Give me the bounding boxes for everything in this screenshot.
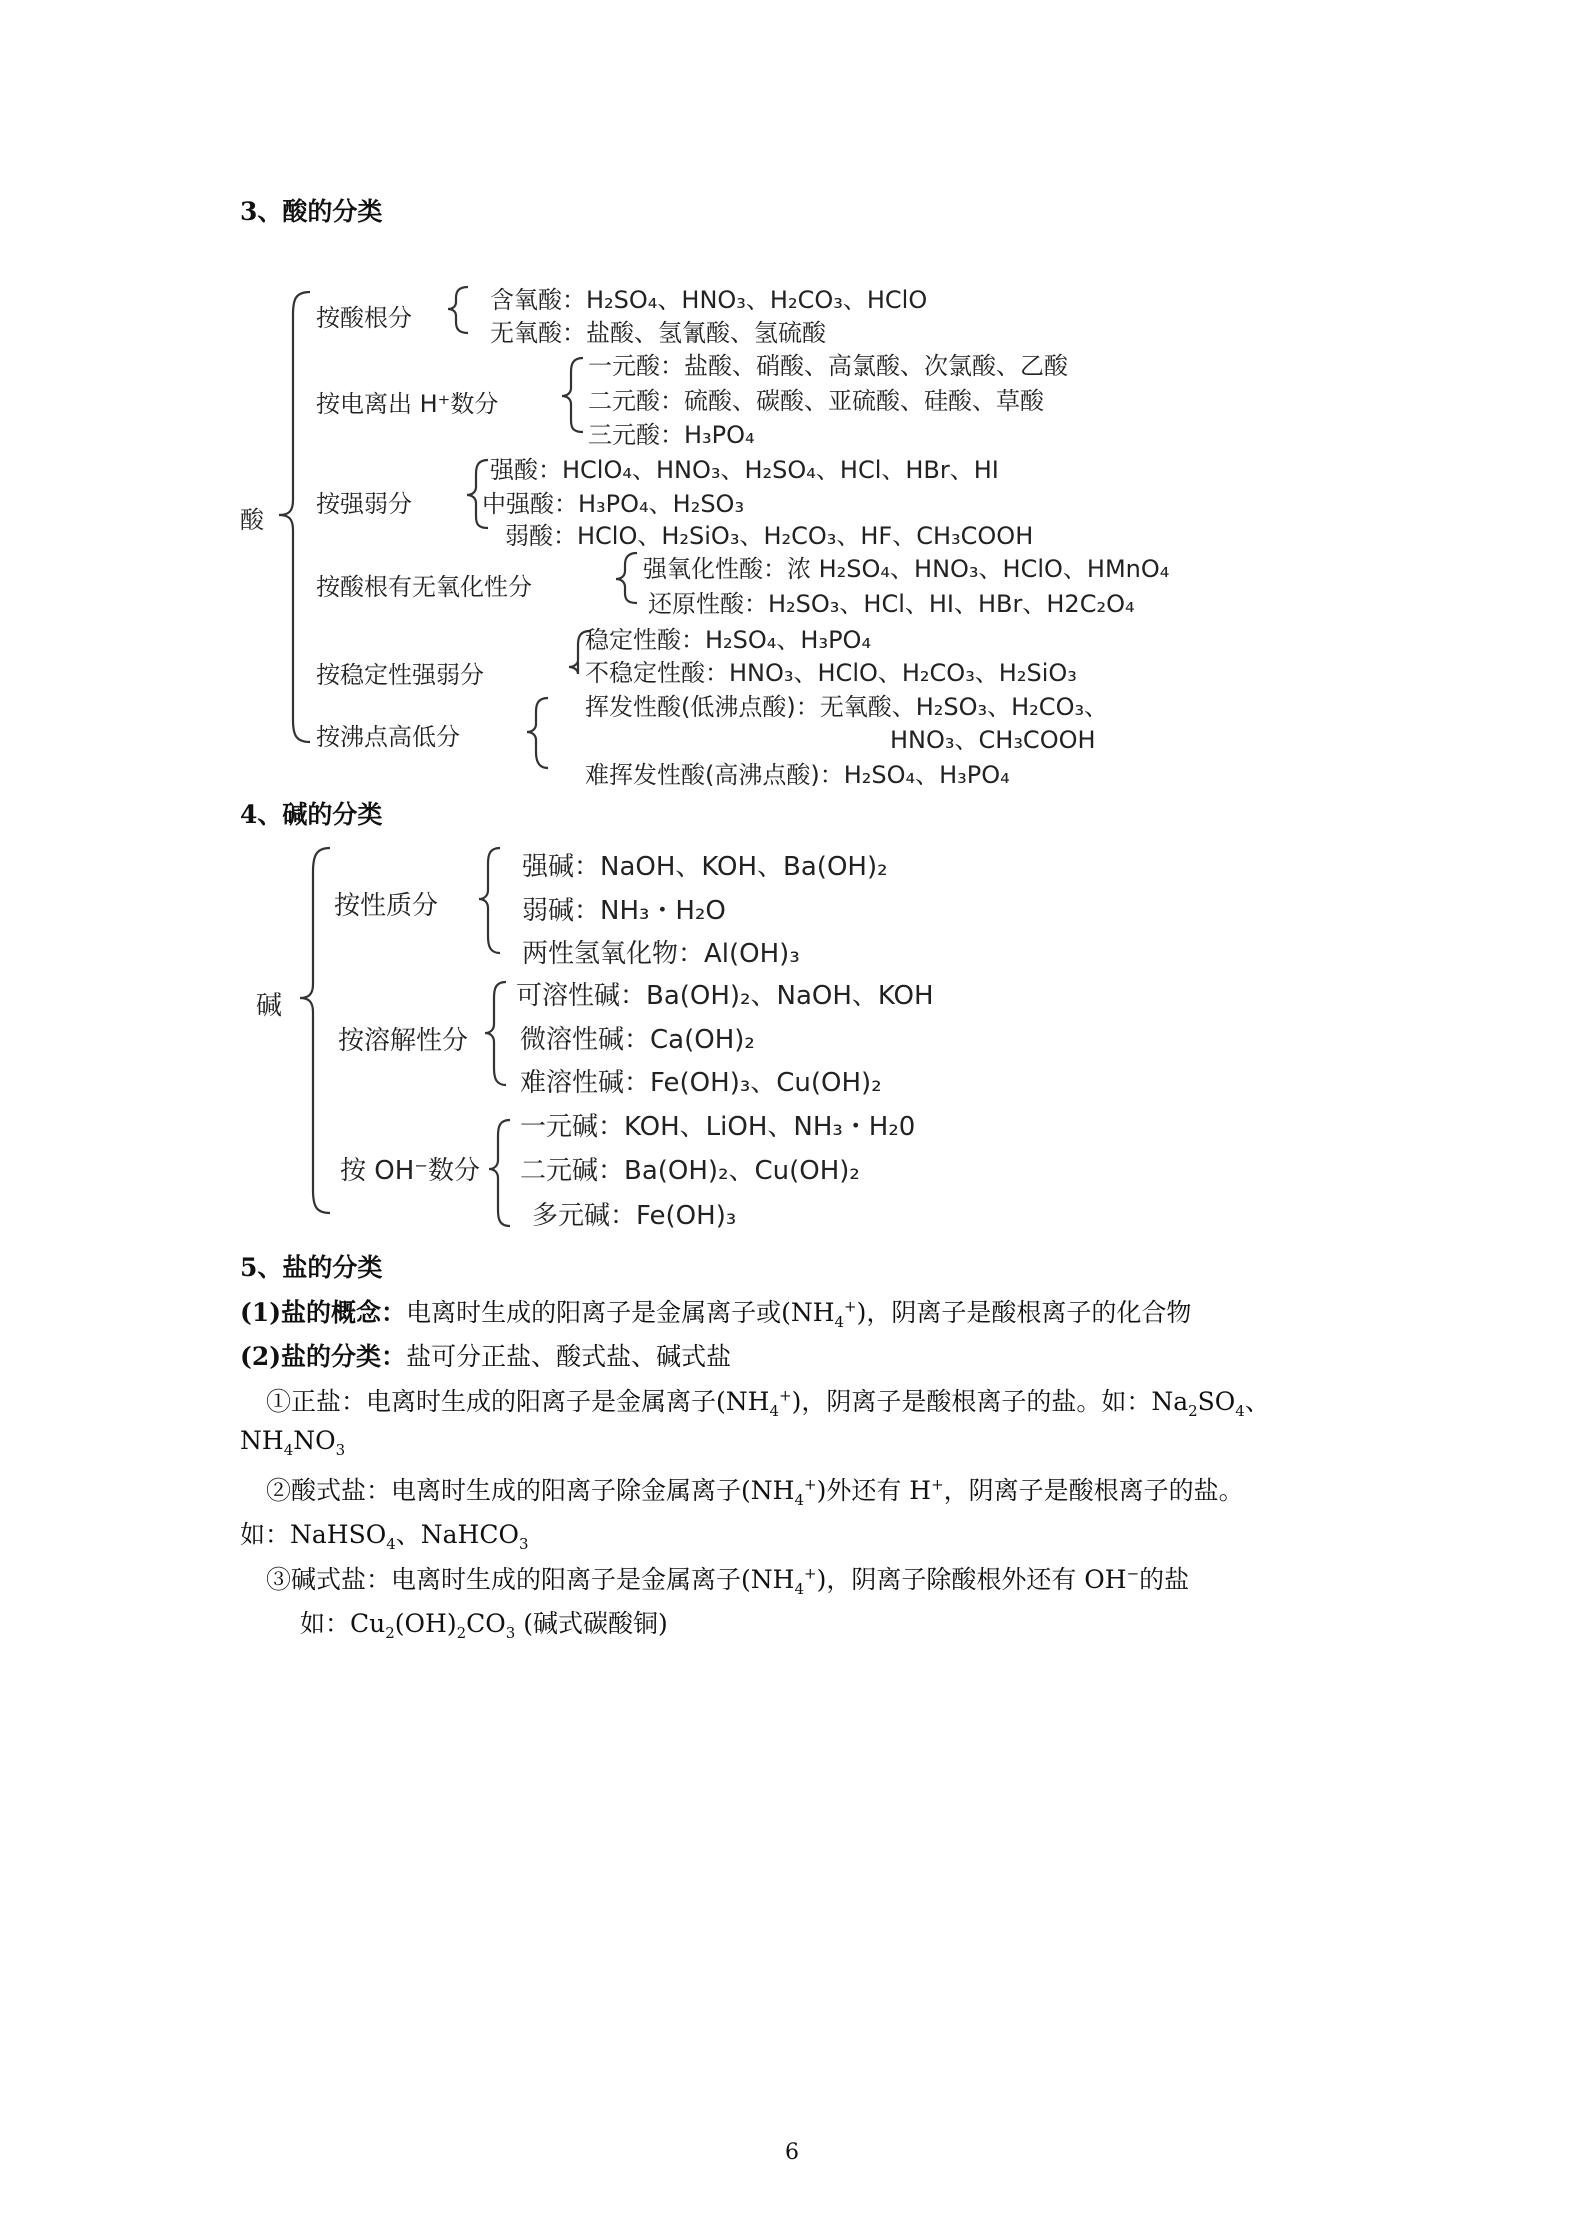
section-heading-base: 4、碱的分类 (240, 800, 383, 829)
acid-root-label: 酸 (240, 506, 264, 534)
base-soluble: 可溶性碱：Ba(OH)₂、NaOH、KOH (516, 981, 934, 1011)
base-dibasic: 二元碱：Ba(OH)₂、Cu(OH)₂ (520, 1156, 860, 1186)
acid-monoprotic: 一元酸：盐酸、硝酸、高氯酸、次氯酸、乙酸 (588, 352, 1068, 380)
salt-definition: (1)盐的概念：电离时生成的阳离子是金属离子或$(NH_4^+)$，阴离子是酸根离子的化合物 (240, 1297, 1192, 1331)
base-insoluble: 难溶性碱：Fe(OH)₃、Cu(OH)₂ (520, 1068, 882, 1098)
base-monobasic: 一元碱：KOH、LiOH、NH₃・H₂0 (520, 1112, 916, 1142)
acid-reducing: 还原性酸：H₂SO₃、HCl、HI、HBr、H2C₂O₄ (648, 590, 1135, 618)
acid-oxyacid: 含氧酸：H₂SO₄、HNO₃、H₂CO₃、HClO (490, 286, 928, 314)
acid-stable: 稳定性酸：H₂SO₄、H₃PO₄ (585, 626, 872, 654)
base-group-by-oh-count: 按 OH⁻数分 (340, 1156, 481, 1186)
acid-medium: 中强酸：H₃PO₄、H₂SO₃ (482, 490, 745, 518)
acid-group-by-anion: 按酸根分 (316, 304, 412, 332)
acid-group-by-strength: 按强弱分 (316, 490, 412, 518)
base-strong: 强碱：NaOH、KOH、Ba(OH)₂ (522, 852, 888, 882)
basic-salt-line1: ③碱式盐：电离时生成的阳离子是金属离子$(NH_4^+)$，阴离子除酸根外还有 OH−的盐 (266, 1564, 1190, 1598)
acid-salt-line1: ②酸式盐：电离时生成的阳离子除金属离子$(NH_4^+)$外还有 H+，阴离子是酸根离子的盐。 (266, 1475, 1244, 1509)
base-slightly-soluble: 微溶性碱：Ca(OH)₂ (520, 1025, 755, 1055)
base-polybasic: 多元碱：Fe(OH)₃ (532, 1201, 737, 1231)
acid-group-by-stability: 按稳定性强弱分 (316, 661, 484, 689)
acid-diprotic: 二元酸：硫酸、碳酸、亚硫酸、硅酸、草酸 (588, 387, 1044, 415)
acid-triprotic: 三元酸：H₃PO₄ (588, 421, 755, 449)
acid-unstable: 不稳定性酸：HNO₃、HClO、H₂CO₃、H₂SiO₃ (585, 659, 1077, 687)
page-number: 6 (785, 2140, 799, 2165)
basic-salt-line2: 如：$Cu_2(OH)_2CO_3$ (碱式碳酸铜) (300, 1609, 668, 1642)
base-group-by-solubility: 按溶解性分 (338, 1026, 469, 1056)
acid-group-by-h-count: 按电离出 H⁺数分 (316, 390, 499, 418)
base-amphoteric: 两性氢氧化物：Al(OH)₃ (522, 939, 800, 969)
base-root-label: 碱 (256, 991, 283, 1021)
salt-classification-label: (2)盐的分类： (240, 1342, 407, 1371)
normal-salt-line1: ①正盐：电离时生成的阳离子是金属离子$(NH_4^+)$，阴离子是酸根离子的盐。如：$Na_2SO_4$、 (266, 1386, 1270, 1420)
acid-volatile-cont: HNO₃、CH₃COOH (890, 726, 1096, 754)
salt-classification: (2)盐的分类：盐可分正盐、酸式盐、碱式盐 (240, 1342, 732, 1371)
section-heading-salt: 5、盐的分类 (240, 1253, 383, 1282)
acid-nonvolatile: 难挥发性酸(高沸点酸)：H₂SO₄、H₃PO₄ (585, 761, 1010, 789)
base-group-by-property: 按性质分 (334, 891, 439, 921)
base-weak: 弱碱：NH₃・H₂O (522, 896, 726, 926)
acid-weak: 弱酸：HClO、H₂SiO₃、H₂CO₃、HF、CH₃COOH (505, 522, 1034, 550)
acid-oxidizing: 强氧化性酸：浓 H₂SO₄、HNO₃、HClO、HMnO₄ (643, 555, 1170, 583)
acid-group-by-boiling-point: 按沸点高低分 (316, 723, 460, 751)
acid-oxygen-free: 无氧酸：盐酸、氢氰酸、氢硫酸 (490, 319, 826, 347)
acid-group-by-oxidizing: 按酸根有无氧化性分 (316, 573, 532, 601)
section-heading-acid: 3、酸的分类 (240, 197, 383, 226)
acid-volatile: 挥发性酸(低沸点酸)：无氧酸、H₂SO₃、H₂CO₃、 (585, 693, 1109, 721)
normal-salt-line2: $NH_4NO_3$ (240, 1426, 346, 1459)
acid-salt-line2: 如：NaHSO$_4$、NaHCO$_3$ (240, 1520, 529, 1553)
acid-strong: 强酸：HClO₄、HNO₃、H₂SO₄、HCl、HBr、HI (490, 456, 999, 484)
salt-definition-label: (1)盐的概念： (240, 1298, 407, 1327)
